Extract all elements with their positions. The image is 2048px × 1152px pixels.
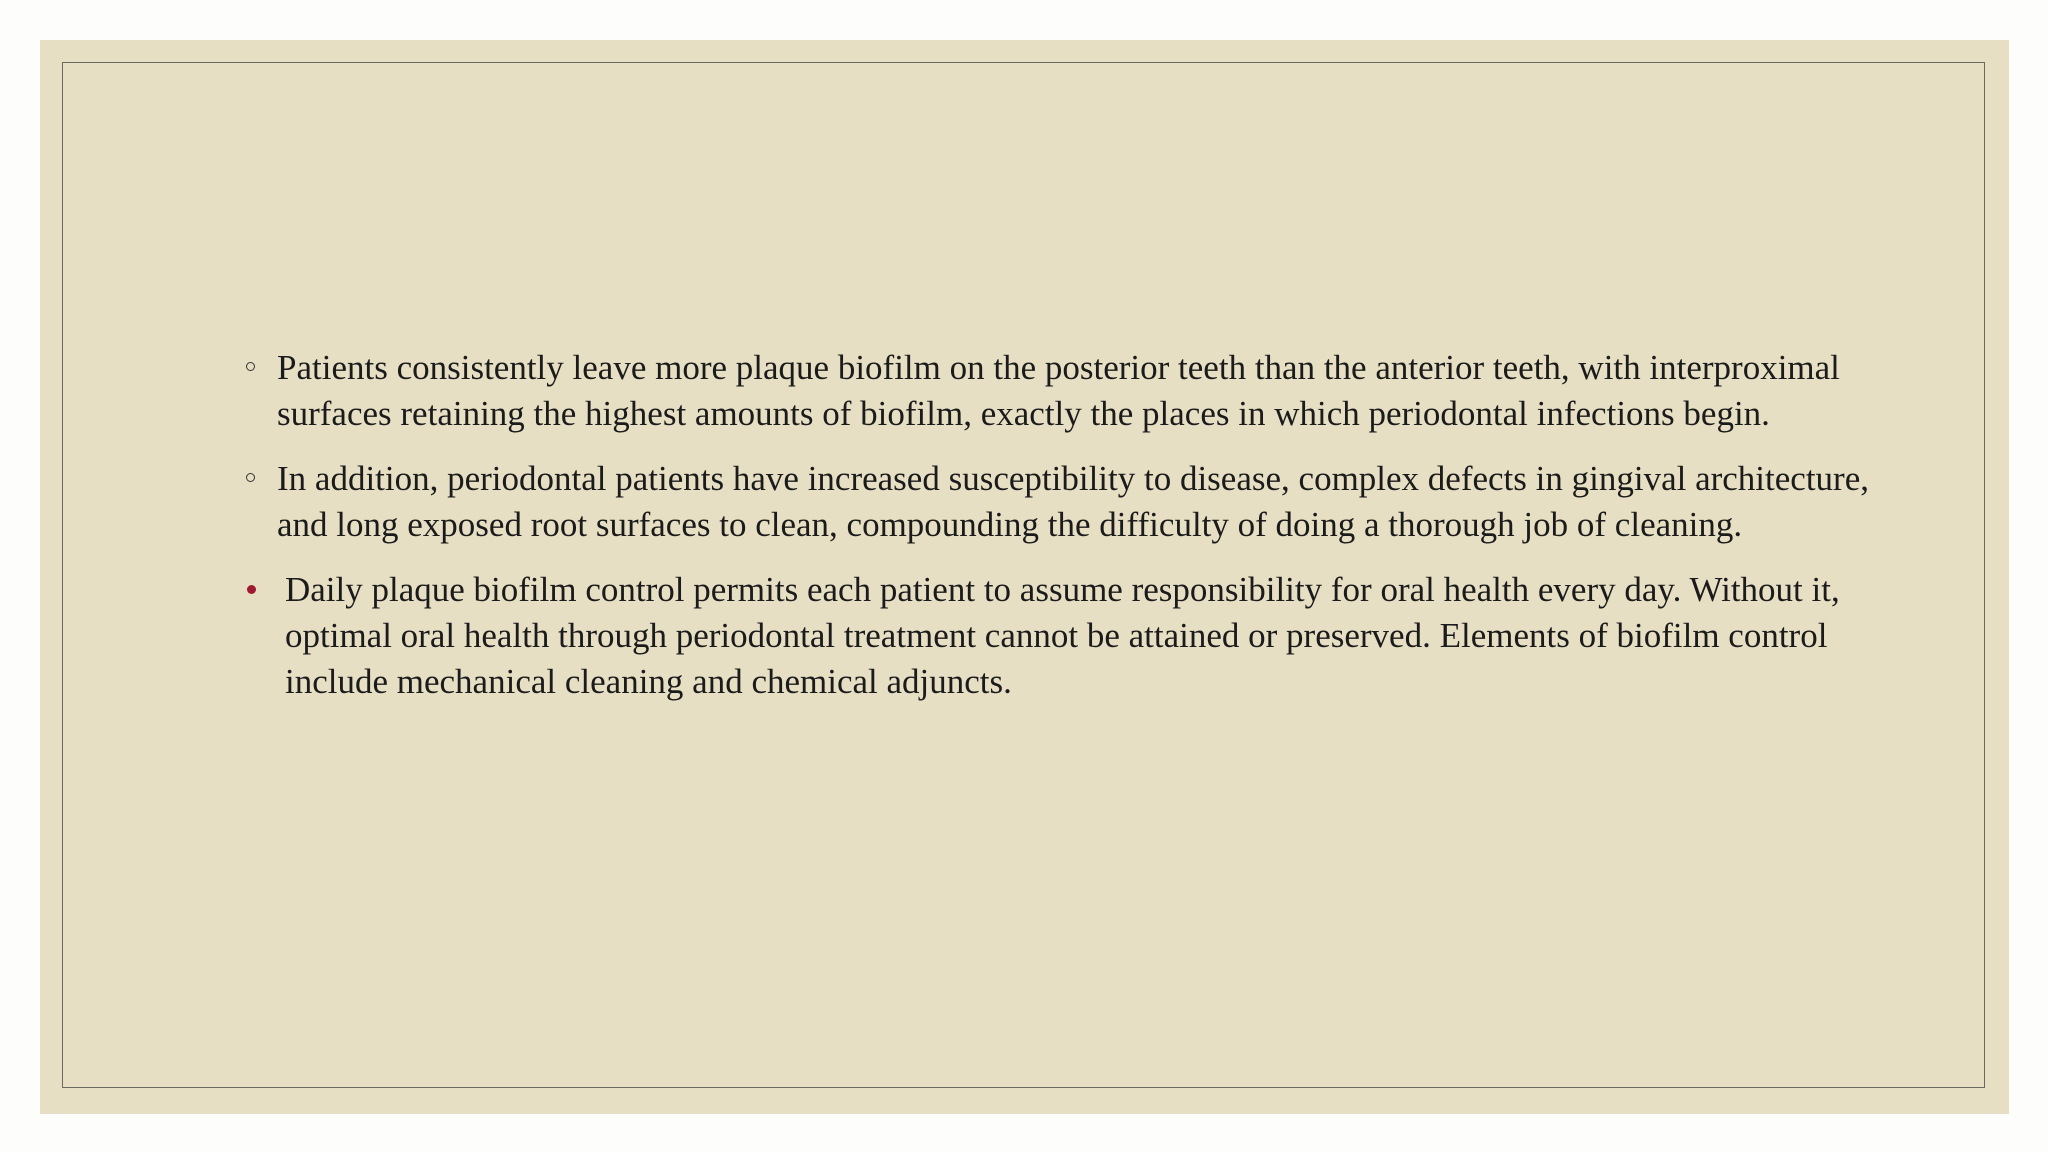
bullet-item xyxy=(240,345,1880,437)
bullet-item xyxy=(240,567,1880,705)
hollow-circle-bullet-icon xyxy=(246,473,255,482)
bullet-text: Daily plaque biofilm control permits each patient to assume responsibility for oral health every day. Without it, optimal oral health through periodontal treatment cannot be attained or preserved. Elements of biofilm control include mechanical cleaning and chemical adjuncts. xyxy=(285,570,1840,701)
hollow-circle-bullet-icon xyxy=(246,362,255,371)
bullet-text: Patients consistently leave more plaque biofilm on the posterior teeth than the anterior teeth, with interproximal surfaces retaining the highest amounts of biofilm, exactly the places in which periodontal infections begin. xyxy=(277,348,1840,433)
red-dot-bullet-icon xyxy=(247,585,256,594)
bullet-item xyxy=(240,456,1880,548)
slide-body xyxy=(240,345,1880,724)
bullet-text: In addition, periodontal patients have increased susceptibility to disease, complex defects in gingival architecture, and long exposed root surfaces to clean, compounding the difficulty of doing a thorough job of cleaning. xyxy=(277,459,1869,544)
